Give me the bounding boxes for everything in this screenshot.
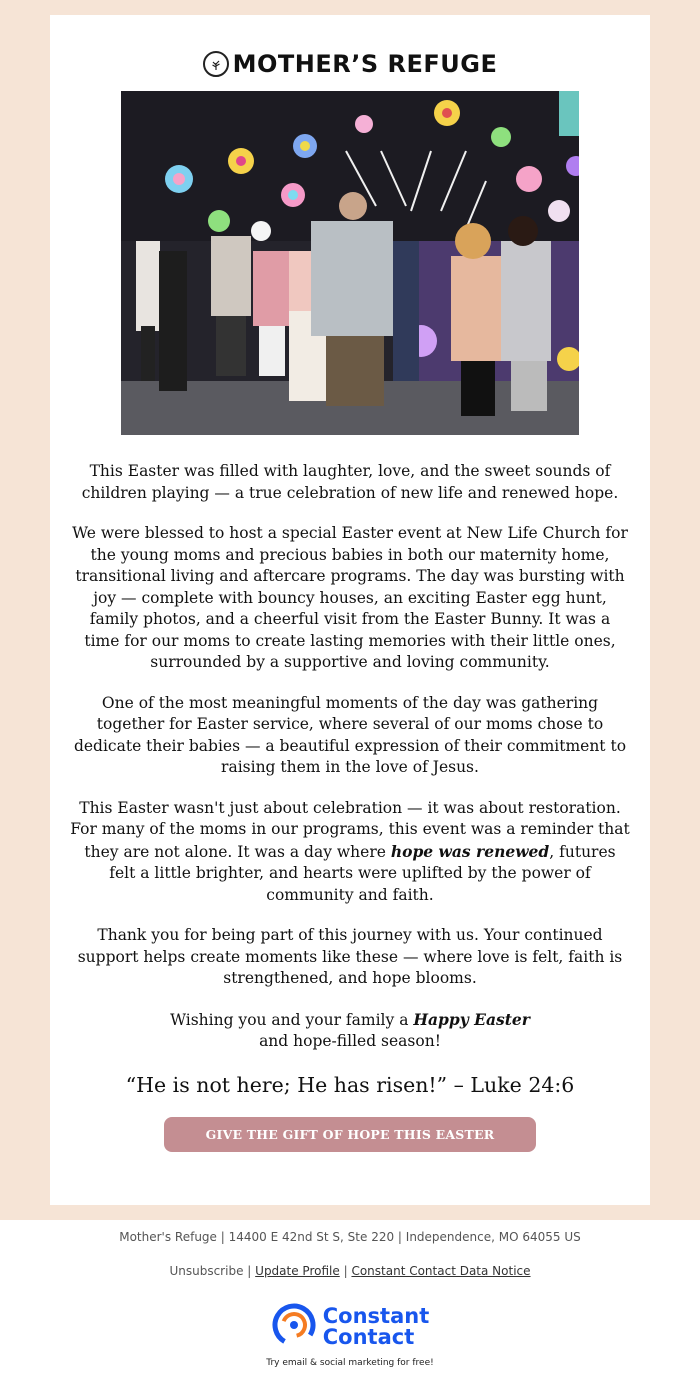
email-footer [0, 1220, 700, 1381]
data-notice-link[interactable]: Constant Contact Data Notice [351, 1264, 531, 1278]
brand-name: MOTHER’S REFUGE [232, 50, 498, 78]
emphasis-hope-renewed: hope was renewed [390, 841, 550, 861]
tree-circle-icon [203, 51, 229, 77]
footer-links [0, 1264, 700, 1278]
scripture-quote: “He is not here; He has risen!” – Luke 24:6 [125, 1072, 575, 1097]
footer-separator: | [343, 1264, 348, 1278]
cc-name-line2: Contact [322, 1324, 415, 1349]
unsubscribe-link[interactable]: Unsubscribe [169, 1264, 244, 1278]
update-profile-link[interactable]: Update Profile [255, 1264, 340, 1278]
cc-tagline: Try email & social marketing for free! [266, 1358, 434, 1368]
emphasis-happy-easter: Happy Easter [413, 1009, 530, 1029]
footer-separator: | [247, 1264, 252, 1278]
email-body [70, 461, 630, 1152]
service-paragraph: One of the most meaningful moments of the day was gathering together for Easter service, where several of our moms chose to dedicate their babies — a beautiful expression of their commitment to raising them in the love of Jesus. [73, 693, 627, 776]
constant-contact-logo[interactable] [0, 1302, 700, 1351]
restoration-paragraph: This Easter wasn't just about celebration — it was about restoration. For many of the moms in our programs, this event was a reminder that they are not alone. It was a day where hope was renewed, futures felt a little brighter, and hearts were uplifted by the power of community and faith. [70, 798, 630, 904]
give-hope-button[interactable]: GIVE THE GIFT OF HOPE THIS EASTER [164, 1117, 536, 1152]
constant-contact-swirl-icon [271, 1302, 317, 1351]
brand-logo[interactable] [50, 45, 650, 83]
footer-address: Mother's Refuge | 14400 E 42nd St S, Ste 220 | Independence, MO 64055 US [119, 1230, 581, 1244]
event-paragraph: We were blessed to host a special Easter event at New Life Church for the young moms and precious babies in both our maternity home, transitional living and aftercare programs. The day was bursting with joy — complete with bouncy houses, an exciting Easter egg hunt, family photos, and a cheerful visit from the Easter Bunny. It was a time for our moms to create lasting memories with their little ones, surrounded by a supportive and loving community. [72, 524, 628, 671]
thank-you-paragraph: Thank you for being part of this journey with us. Your continued support helps create moments like these — where love is felt, faith is strengthened, and hope blooms. [77, 926, 623, 987]
intro-paragraph: This Easter was filled with laughter, love, and the sweet sounds of children playing — a true celebration of new life and renewed hope. [81, 462, 619, 502]
easter-event-photo [121, 91, 579, 435]
wishing-paragraph: Wishing you and your family a Happy Easter and hope-filled season! [170, 1009, 530, 1050]
email-card [50, 15, 650, 1205]
cc-name-line1: Constant [322, 1303, 430, 1328]
